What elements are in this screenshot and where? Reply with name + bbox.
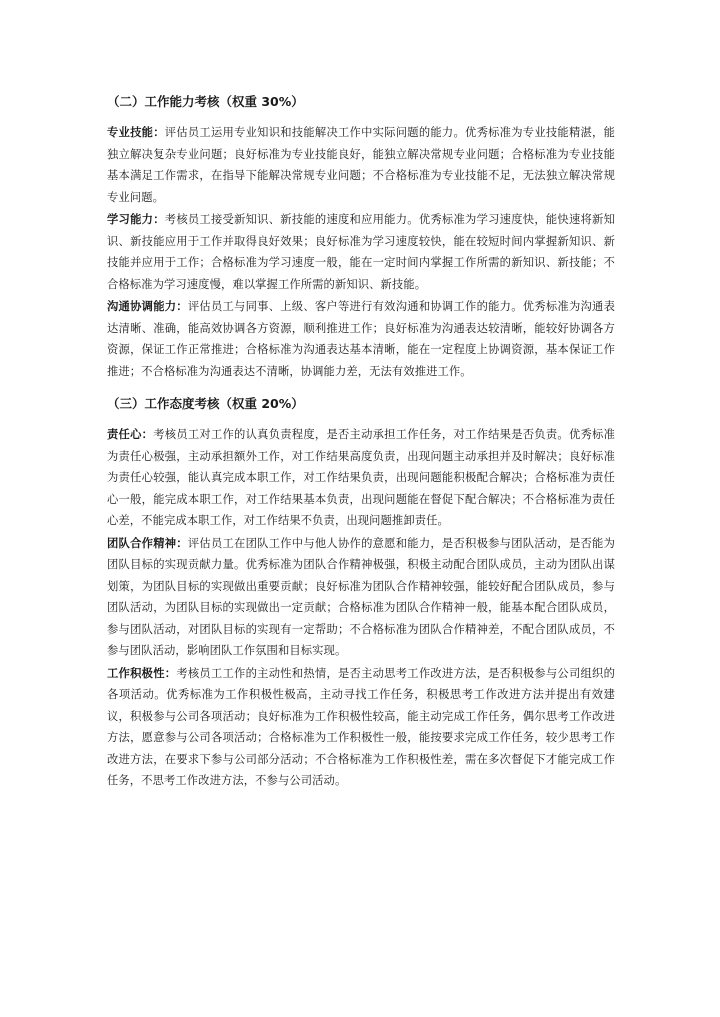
item-description: 评估员工在团队工作中与他人协作的意愿和能力，是否积极参与团队活动，是否能为团队目标的实现贡献力量。优秀标准为团队合作精神极强，积极主动配合团队成员，主动为团队出谋划策，为团队目标的实现做出重要贡献；良好标准为团队合作精神较强，能较好配合团队成员，参与团队活动，为团队目标的实现做出一定贡献；合格标准为团队合作精神一般，能基本配合团队成员，参与团队活动，对团队目标的实现有一定帮助；不合格标准为团队合作精神差，不配合团队成员，不参与团队活动，影响团队工作氛围和目标实现。 <box>107 536 615 657</box>
item-responsibility <box>107 424 615 532</box>
item-description: 评估员工运用专业知识和技能解决工作中实际问题的能力。优秀标准为专业技能精湛，能独立解决复杂专业问题；良好标准为专业技能良好，能独立解决常规专业问题；合格标准为专业技能基本满足工作需求，在指导下能解决常规专业问题；不合格标准为专业技能不足，无法独立解决常规专业问题。 <box>107 126 616 204</box>
item-term: 工作积极性 <box>107 666 165 680</box>
item-term: 团队合作精神 <box>107 536 177 550</box>
item-colon: ： <box>176 300 188 313</box>
item-teamwork <box>107 533 615 662</box>
item-description: 考核员工对工作的认真负责程度，是否主动承担工作任务，对工作结果是否负责。优秀标准为责任心极强，主动承担额外工作，对工作结果高度负责，出现问题主动承担并及时解决；良好标准为责任心较强，能认真完成本职工作，对工作结果负责，出现问题能积极配合解决；合格标准为责任心一般，能完成本职工作，对工作结果基本负责，出现问题能在督促下配合解决；不合格标准为责任心差，不能完成本职工作，对工作结果不负责，出现问题推卸责任。 <box>107 428 615 527</box>
item-term: 专业技能 <box>107 126 154 139</box>
section-heading-work-ability: （二）工作能力考核（权重 30%） <box>107 94 304 109</box>
item-colon: ： <box>153 126 165 139</box>
item-communication-ability <box>107 296 615 382</box>
item-colon: ： <box>176 536 188 550</box>
item-colon: ： <box>153 213 165 226</box>
document-content <box>107 92 615 792</box>
item-work-enthusiasm <box>107 663 615 792</box>
item-description: 评估员工与同事、上级、客户等进行有效沟通和协调工作的能力。优秀标准为沟通表达清晰、准确，能高效协调各方资源，顺利推进工作；良好标准为沟通表达较清晰，能较好协调各方资源，保证工作正常推进；合格标准为沟通表达基本清晰，能在一定程度上协调资源，基本保证工作推进；不合格标准为沟通表达不清晰，协调能力差，无法有效推进工作。 <box>107 300 615 378</box>
item-learning-ability <box>107 209 615 295</box>
item-colon: ： <box>141 428 154 441</box>
section-heading-work-attitude: （三）工作态度考核（权重 20%） <box>107 396 304 411</box>
item-description: 考核员工工作的主动性和热情，是否主动思考工作改进方法，是否积极参与公司组织的各项活动。优秀标准为工作积极性极高，主动寻找工作任务，积极思考工作改进方法并提出有效建议，积极参与公司各项活动；良好标准为工作积极性较高，能主动完成工作任务，偶尔思考工作改进方法，愿意参与公司各项活动；合格标准为工作积极性一般，能按要求完成工作任务，较少思考工作改进方法，在要求下参与公司部分活动；不合格标准为工作积极性差，需在多次督促下才能完成工作任务，不思考工作改进方法，不参与公司活动。 <box>107 666 615 787</box>
item-description: 考核员工接受新知识、新技能的速度和应用能力。优秀标准为学习速度快，能快速将新知识、新技能应用于工作并取得良好效果；良好标准为学习速度较快，能在较短时间内掌握新知识、新技能并应用于工作；合格标准为学习速度一般，能在一定时间内掌握工作所需的新知识、新技能；不合格标准为学习速度慢，难以掌握工作所需的新知识、新技能。 <box>107 213 616 291</box>
item-term: 沟通协调能力 <box>107 300 177 313</box>
item-colon: ： <box>164 666 177 680</box>
item-professional-skills <box>107 122 615 208</box>
item-term: 责任心 <box>107 428 142 441</box>
item-term: 学习能力 <box>107 213 154 226</box>
